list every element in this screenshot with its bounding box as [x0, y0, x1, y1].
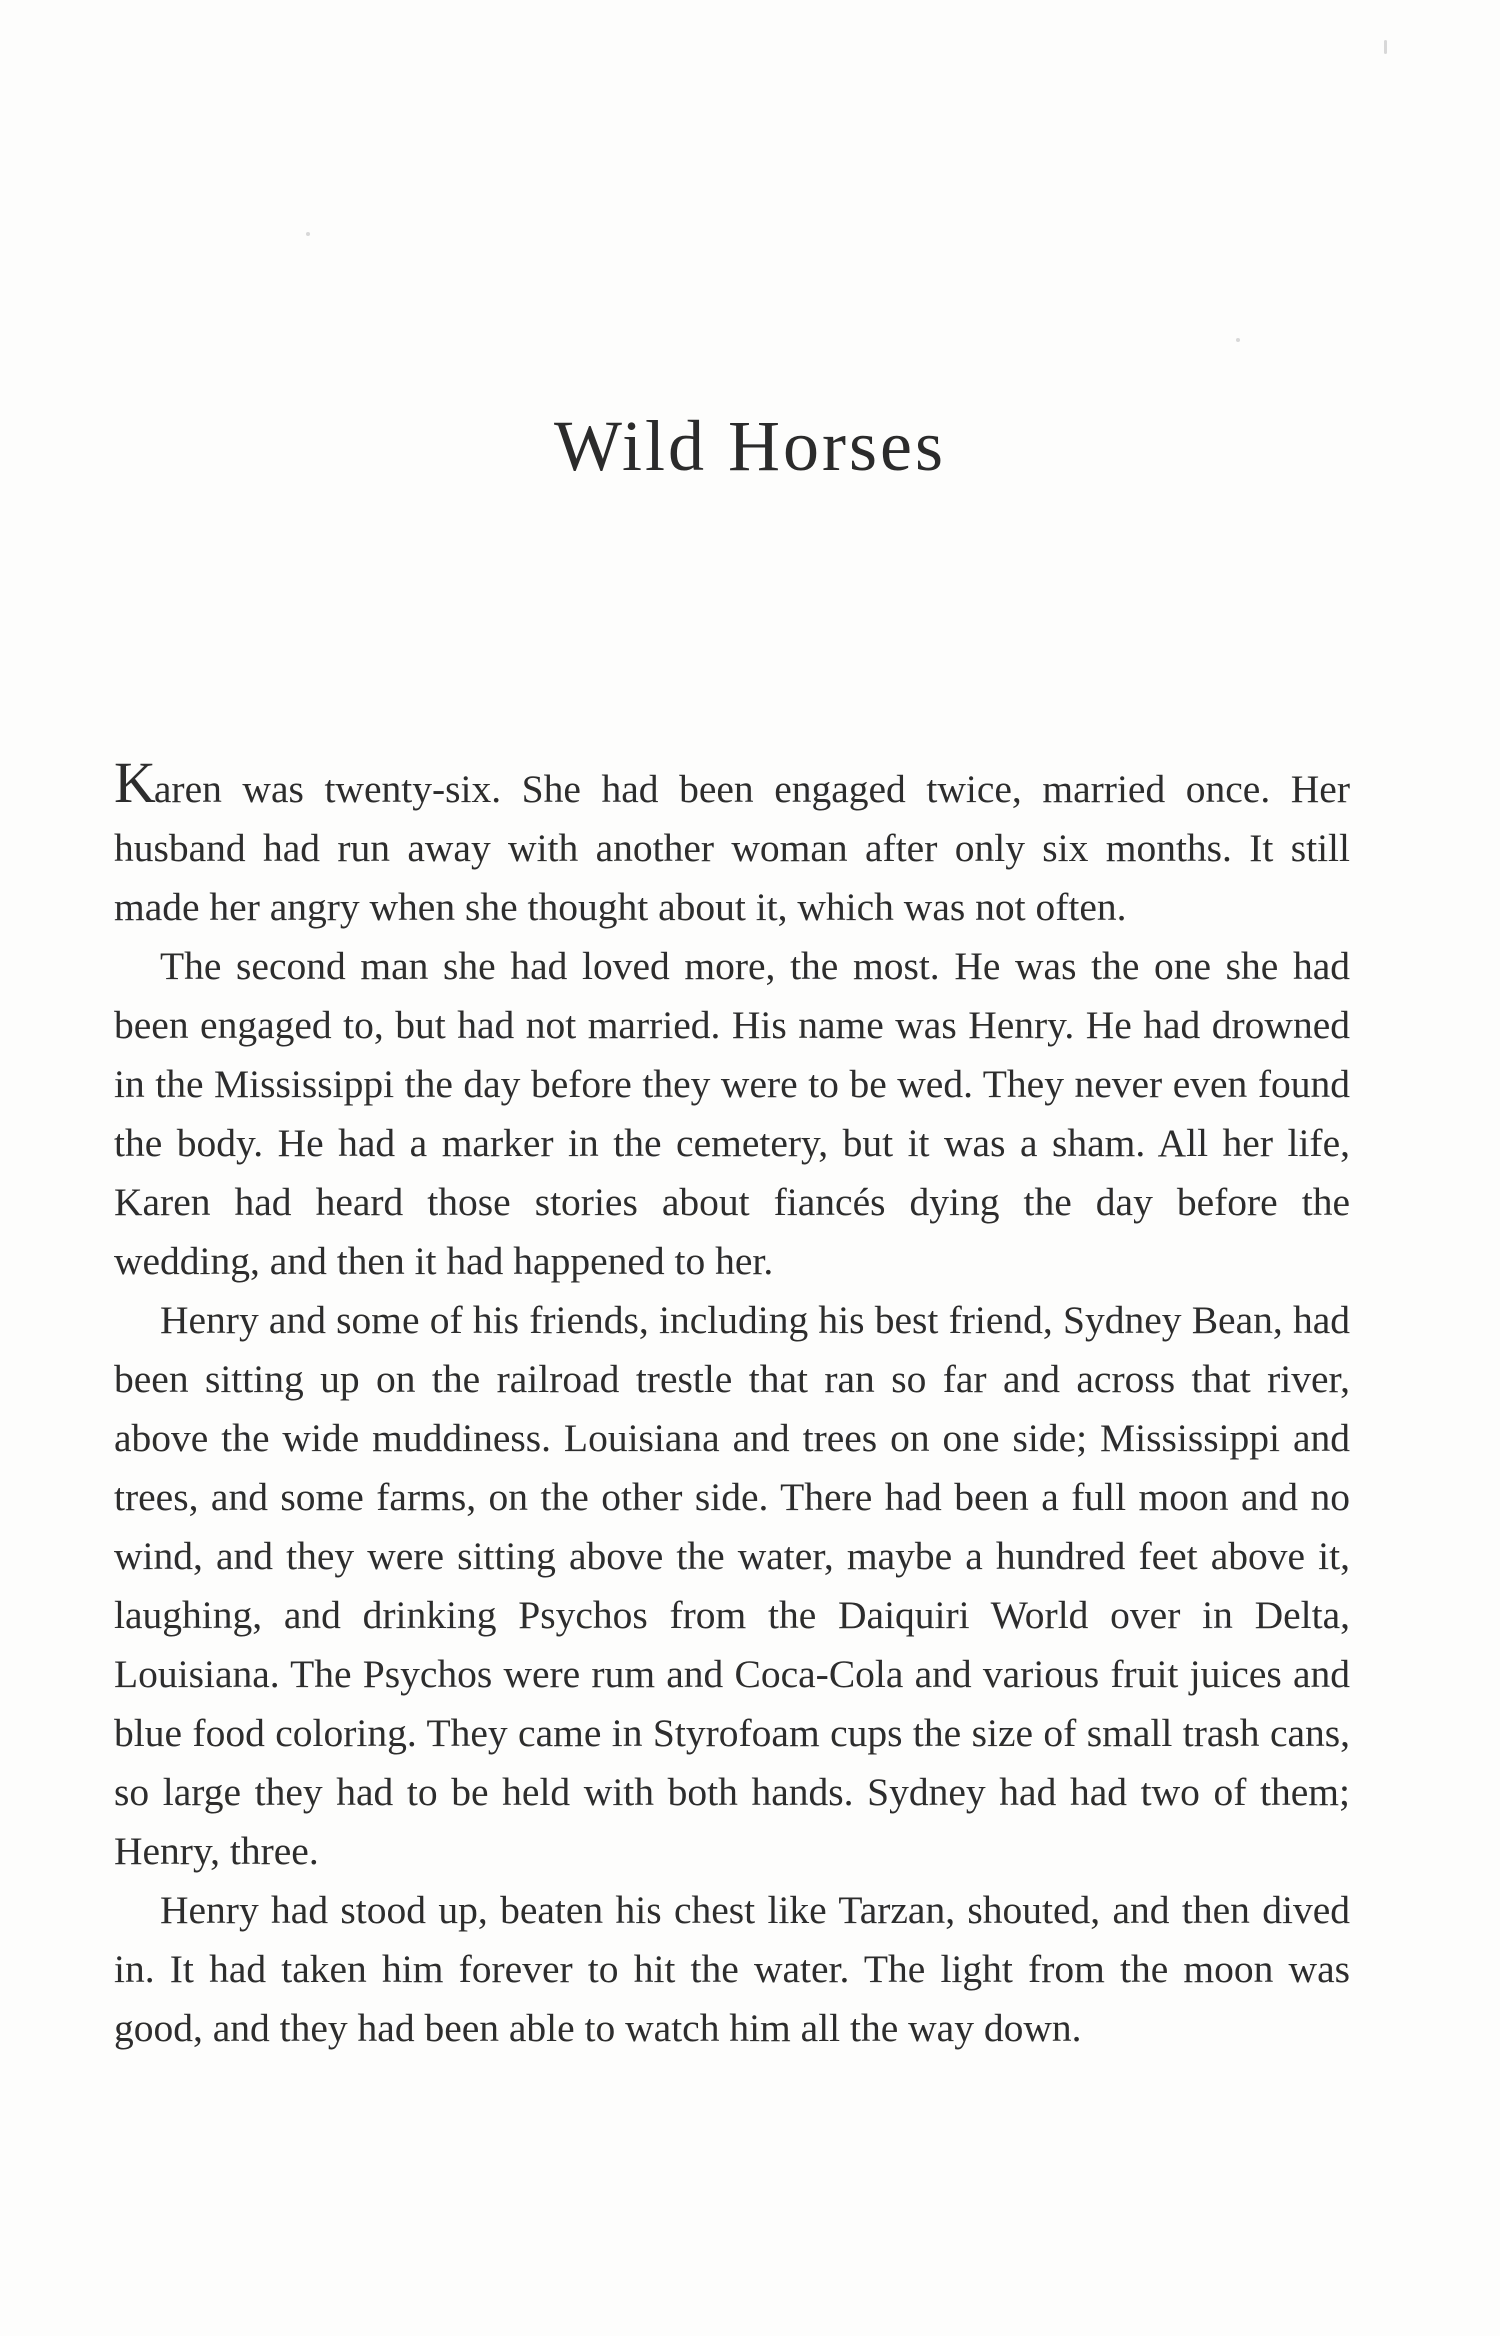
drop-cap: K — [114, 750, 154, 815]
paper-speck — [1236, 338, 1240, 342]
paper-speck — [1384, 40, 1387, 54]
story-body — [114, 750, 1350, 2058]
paragraph-4: Henry had stood up, beaten his chest like Tarzan, shouted, and then dived in. It had taken him forever to hit the water. The light from the moon was good, and they had been able to watch him all the way down. — [114, 1888, 1350, 2050]
paragraph-2: The second man she had loved more, the most. He was the one she had been engaged to, but had not married. His name was Henry. He had drowned in the Mississippi the day before they were to be wed. They never even found the body. He had a marker in the cemetery, but it was a sham. All her life, Karen had heard those stories about fiancés dying the day before the wedding, and then it had happened to her. — [114, 944, 1350, 1283]
paragraph-1-text: aren was twenty-six. She had been engaged twice, married once. Her husband had run away with another woman after only six months. It still made her angry when she thought about it, which was not often. — [114, 767, 1350, 929]
paragraph-3: Henry and some of his friends, including his best friend, Sydney Bean, had been sitting up on the railroad trestle that ran so far and across that river, above the wide muddiness. Louisiana and trees on one side; Mississippi and trees, and some farms, on the other side. There had been a full moon and no wind, and they were sitting above the water, maybe a hundred feet above it, laughing, and drinking Psychos from the Daiquiri World over in Delta, Louisiana. The Psychos were rum and Coca-Cola and various fruit juices and blue food coloring. They came in Styrofoam cups the size of small trash cans, so large they had to be held with both hands. Sydney had had two of them; Henry, three. — [114, 1298, 1350, 1873]
paper-speck — [306, 232, 310, 236]
chapter-title: Wild Horses — [553, 406, 947, 486]
paragraph-1 — [114, 750, 1350, 937]
